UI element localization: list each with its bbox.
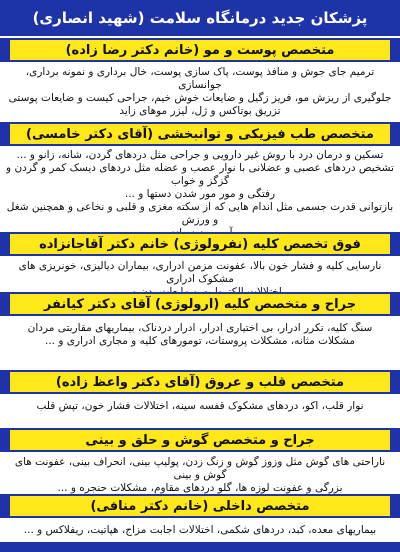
section-internal-medicine [0,494,400,542]
section-side-left [0,292,10,316]
section-title: فوق تخصص کلیه (نفرولوژی) خانم دکتر آقاجانزاده [10,232,390,256]
section-title: متخصص طب فیزیکی و توانبخشی (آقای دکتر خامسی) [10,122,390,146]
section-dermatology [0,38,400,120]
section-description [6,524,394,537]
description-line: مشکلات مثانه، مشکلات پروستات، تومورهای کلیه و مجاری ادراری و ... [44,335,356,347]
section-ent [0,428,400,492]
description-line: بازتوانی قدرت جسمی مثل اندام هایی که از سکته مغزی و قلبی و نخاعی و همچنین شغل و ورزش [6,201,394,226]
description-line: نوار قلب، اکو، دردهای مشکوک قفسه سینه، اختلالات فشار خون، تپش قلب [36,400,364,412]
description-line: جلوگیری از ریزش مو، فریز زگیل و ضایعات خوش خیم، جراحی کیست و ضایعات پوستی [8,92,392,104]
section-cardiology [0,370,400,420]
section-title: متخصص قلب و عروق (آقای دکتر واعظ زاده) [10,370,390,394]
section-description [6,66,394,118]
description-line: بیماریهای معده، کبد، دردهای شکمی، اختلالات اجابت مزاج، هپاتیت، ریفلاکس و ... [23,524,377,536]
section-side-right [390,38,400,62]
description-line: تشخیص دردهای عصبی و عضلانی با نوار عصب و عضله مثل دردهای دیسک کمر و گردن و گزگز و خواب [6,162,394,187]
section-title: جراح و متخصص گوش و حلق و بینی [10,428,390,452]
section-side-left [0,494,10,518]
section-side-left [0,122,10,146]
section-side-right [390,428,400,452]
description-line: تزریق بوتاکس و ژل، لیزر موهای زاید [119,105,281,117]
description-line: ترمیم جای جوش و منافذ پوست، پاک سازی پوست، خال برداری و نمونه برداری، جوانسازی [25,66,375,91]
section-side-left [0,38,10,62]
section-side-left [0,232,10,256]
description-line: ناراحتی های گوش مثل وزوز گوش و زنگ زدن، پولیپ بینی، انحراف بینی، عفونت های گوش و بینی [14,456,386,481]
section-description [6,322,394,348]
section-description [6,400,394,413]
section-nephrology [0,232,400,290]
section-title: متخصص پوست و مو (خانم دکتر رضا زاده) [10,38,390,62]
section-side-right [390,122,400,146]
section-side-right [390,494,400,518]
section-description [6,149,394,240]
description-line: رفتگی و مور مور شدن دستها و ... [124,188,276,200]
section-physical-medicine [0,122,400,228]
footer-strip [0,542,400,552]
section-urology [0,292,400,356]
section-side-right [390,232,400,256]
section-title: متخصص داخلی (خانم دکتر منافی) [10,494,390,518]
description-line: نارسایی کلیه و فشار خون بالا، عفونت مزمن ادراری، بیماران دیالیزی، خونریزی های مشکوک ادراری [18,260,382,285]
description-line: بزرگی و عفونت لوزه ها، گلو دردهای مقاوم، مشکلات حنجره و ... [57,482,343,494]
description-line: تسکین و درمان درد با روش غیر دارویی و جراحی مثل دردهای گردن، شانه، زانو و ... [16,149,384,161]
description-line: سنگ کلیه، تکرر ادرار، بی اختیاری ادرار، ادرار دردناک، بیماریهای مقاربتی مردان [27,322,373,334]
section-title: جراح و متخصص کلیه (ارولوژی) آقای دکتر کیانفر [10,292,390,316]
page-title: پزشکان جدید درمانگاه سلامت (شهید انصاری) [0,0,400,36]
section-side-right [390,370,400,394]
section-description [6,456,394,495]
section-side-left [0,370,10,394]
section-side-left [0,428,10,452]
section-side-right [390,292,400,316]
